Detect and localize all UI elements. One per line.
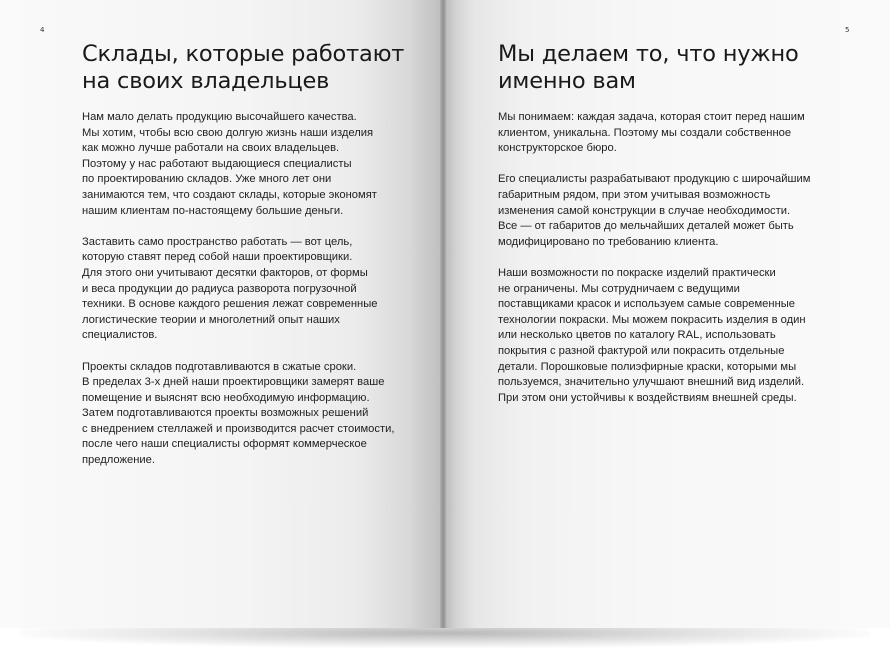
- text-line: В пределах 3-х дней наши проектировщики замерят ваше: [82, 376, 385, 389]
- text-line: Мы понимаем: каждая задача, которая стоит перед нашим: [498, 111, 805, 123]
- text-line: конструкторское бюро.: [498, 142, 617, 155]
- text-line: по проектированию складов. Уже много лет они: [82, 173, 332, 186]
- text-line: поставщиками красок и используем самые современные: [498, 298, 796, 311]
- right-page: [443, 0, 890, 628]
- heading-line: именно вам: [498, 68, 636, 94]
- paragraph-warehouses-intro: [82, 110, 432, 219]
- heading-line: на своих владельцев: [82, 68, 330, 94]
- heading-line: Мы делаем то, что нужно: [498, 41, 799, 67]
- text-line: занимаются тем, что создают склады, которые экономят: [82, 188, 377, 201]
- text-line: специалистов.: [82, 329, 158, 342]
- text-line: Затем подготавливаются проекты возможных решений: [82, 407, 369, 420]
- text-line: модифицировано по требованию клиента.: [498, 235, 719, 248]
- text-line: Его специалисты разрабатывают продукцию с широчайшим: [498, 173, 811, 186]
- text-line: При этом они устойчивы к воздействиям внешней среды.: [498, 391, 797, 404]
- text-line: Поэтому у нас работают выдающиеся специалисты: [82, 157, 352, 170]
- page-number-left: 4: [40, 26, 45, 34]
- text-line: габаритным рядом, при этом учитывая возможность: [498, 188, 771, 201]
- page-number-right: 5: [845, 26, 850, 34]
- text-line: Наши возможности по покраске изделий практически: [498, 266, 776, 279]
- text-line: нашим клиентам по-настоящему большие деньги.: [82, 204, 344, 217]
- paragraph-design-bureau: [498, 110, 848, 157]
- text-line: Нам мало делать продукцию высочайшего качества.: [82, 111, 357, 123]
- text-line: Проекты складов подготавливаются в сжатые сроки.: [82, 360, 357, 373]
- text-line: Заставить само пространство работать — вот цель,: [82, 235, 353, 248]
- text-line: техники. В основе каждого решения лежат современные: [82, 298, 378, 311]
- text-line: технологии покраски. Мы можем покрасить изделия в один: [498, 313, 806, 326]
- right-page-heading: [498, 41, 838, 95]
- text-line: клиентом, уникальна. Поэтому мы создали собственное: [498, 126, 792, 139]
- text-line: после чего наши специалисты оформят коммерческое: [82, 438, 367, 451]
- text-line: детали. Порошковые полиэфирные краски, которыми мы: [498, 360, 797, 373]
- left-page-heading: [82, 41, 422, 95]
- text-line: предложение.: [82, 454, 155, 467]
- text-line: с внедрением стеллажей и производится расчет стоимости,: [82, 422, 395, 435]
- text-line: Все — от габаритов до мельчайших деталей может быть: [498, 220, 794, 233]
- text-line: и веса продукции до радиуса разворота погрузочной: [82, 282, 357, 295]
- text-line: покрытия с разной фактурой или покрасить отдельные: [498, 344, 785, 357]
- left-page-body: [82, 110, 432, 484]
- text-line: не ограничены. Мы сотрудничаем с ведущими: [498, 282, 740, 295]
- text-line: помещение и выяснят всю необходимую информацию.: [82, 391, 370, 404]
- text-line: логистические теории и многолетний опыт наших: [82, 313, 340, 326]
- paragraph-space-design: [82, 235, 432, 344]
- left-page: [0, 0, 443, 628]
- book-spine-gutter: [440, 0, 446, 628]
- paragraph-dimensions: [498, 172, 848, 250]
- text-line: изменения самой конструкции в случае необходимости.: [498, 204, 791, 217]
- text-line: или несколько цветов по каталогу RAL, использовать: [498, 329, 776, 342]
- right-page-body: [498, 110, 848, 422]
- text-line: Мы хотим, чтобы всю свою долгую жизнь наши изделия: [82, 126, 374, 139]
- text-line: которую ставят перед собой наши проектировщики.: [82, 251, 353, 264]
- paragraph-painting: [498, 266, 848, 406]
- heading-line: Склады, которые работают: [82, 41, 405, 67]
- text-line: Для этого они учитывают десятки факторов, от формы: [82, 266, 368, 279]
- text-line: пользуемся, значительно улучшают внешний вид изделий.: [498, 376, 805, 389]
- text-line: как можно лучше работали на своих владельцев.: [82, 142, 340, 155]
- paragraph-project-timing: [82, 360, 432, 469]
